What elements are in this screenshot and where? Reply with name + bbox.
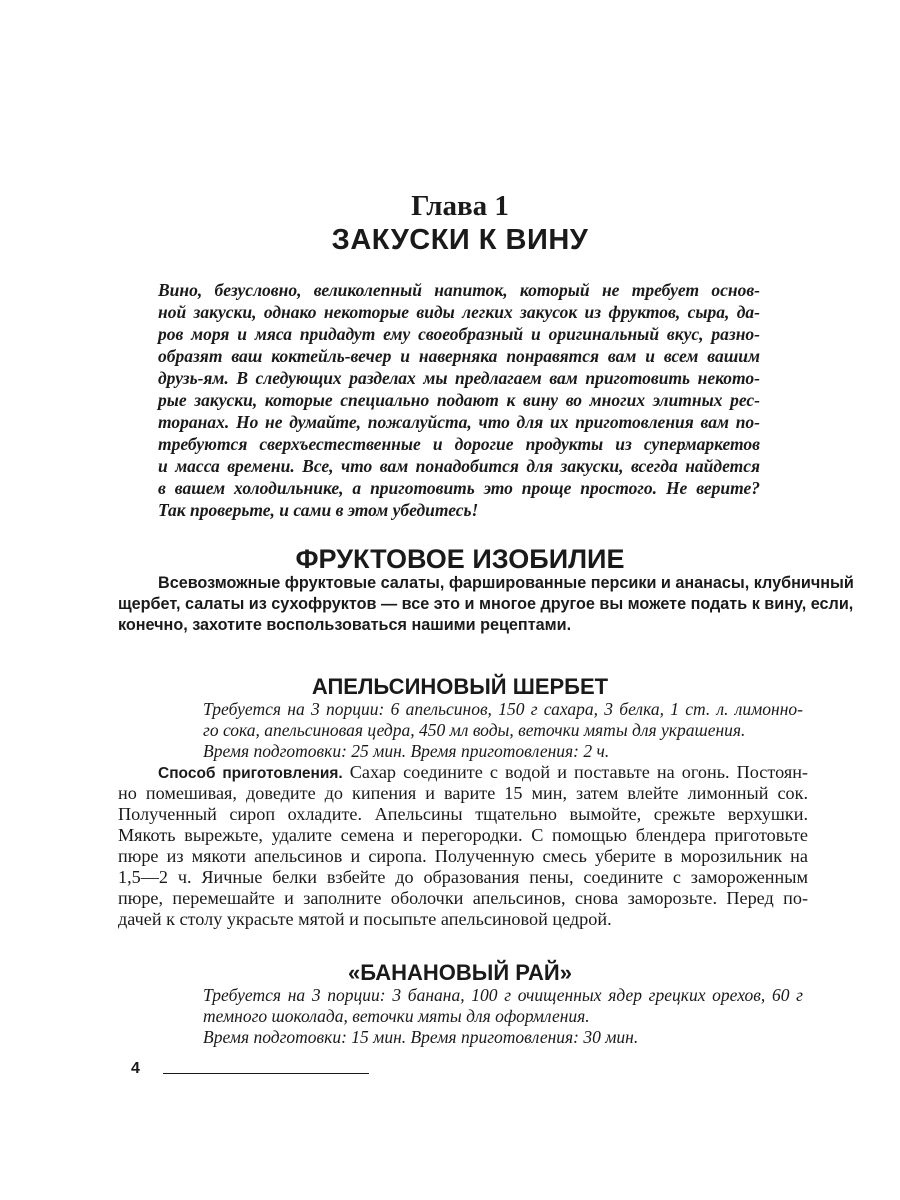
intro-line: ров моря и мяса придадут ему своеобразный и оригинальный вкус, разно- — [158, 324, 760, 344]
intro-line: рые закуски, которые специально подают к вину во многих элитных рес- — [158, 390, 760, 410]
method-line: пюре из мякоти апельсинов и сиропа. Полученную смесь уберите в морозильник на — [118, 846, 808, 866]
method-line: но помешивая, доведите до кипения и варите 15 мин, затем влейте лимонный сок. — [118, 783, 808, 803]
ingredient-line: Требуется на 3 порции: 6 апельсинов, 150 г сахара, 3 белка, 1 ст. л. лимонно- — [203, 699, 803, 719]
ingredient-line: темного шоколада, веточки мяты для оформления. — [203, 1006, 590, 1026]
footer-rule — [163, 1073, 369, 1074]
ingredient-line: Время подготовки: 15 мин. Время приготовления: 30 мин. — [203, 1027, 639, 1047]
method-line: 1,5—2 ч. Яичные белки взбейте до образования пены, соедините с замороженным — [118, 867, 808, 887]
ingredient-line: го сока, апельсиновая цедра, 450 мл воды, веточки мяты для украшения. — [203, 720, 746, 740]
intro-line: Так проверьте, и сами в этом убедитесь! — [158, 500, 479, 520]
chapter-title: ЗАКУСКИ К ВИНУ — [331, 224, 589, 256]
method-line — [158, 762, 808, 783]
intro-line: торанах. Но не думайте, пожалуйста, что для их приготовления вам по- — [158, 412, 760, 432]
intro-line: и масса времени. Все, что вам понадобится для закуски, всегда найдется — [158, 456, 760, 476]
page-number: 4 — [131, 1060, 140, 1077]
ingredient-line: Требуется на 3 порции: 3 банана, 100 г очищенных ядер грецких орехов, 60 г — [203, 985, 803, 1005]
method-label: Способ приготовления. — [158, 765, 343, 782]
lead-line: конечно, захотите воспользоваться нашими рецептами. — [118, 616, 572, 634]
method-line: Полученный сироп охладите. Апельсины тщательно вымойте, срежьте верхушки. — [118, 804, 808, 824]
intro-line: Вино, безусловно, великолепный напиток, который не требует основ- — [158, 280, 760, 300]
intro-line: ной закуски, однако некоторые виды легких закусок из фруктов, сыра, да- — [158, 302, 760, 322]
intro-line: образят ваш коктейль-вечер и наверняка понравятся вам и всем вашим — [158, 346, 760, 366]
lead-line: Всевозможные фруктовые салаты, фаршированные персики и ананасы, клубничный — [158, 574, 854, 592]
method-text: Сахар соедините с водой и поставьте на огонь. Постоян- — [342, 762, 808, 782]
ingredient-line: Время подготовки: 25 мин. Время приготовления: 2 ч. — [203, 741, 610, 761]
method-line: дачей к столу украсьте мятой и посыпьте апельсиновой цедрой. — [118, 909, 612, 929]
intro-line: требуются сверхъестественные и дорогие продукты из супермаркетов — [158, 434, 760, 454]
method-line: Мякоть вырежьте, удалите семена и перегородки. С помощью блендера приготовьте — [118, 825, 808, 845]
method-line: пюре, перемешайте и заполните оболочки апельсинов, снова заморозьте. Перед по- — [118, 888, 808, 908]
lead-line: щербет, салаты из сухофруктов — все это и многое другое вы можете подать к вину, если, — [118, 595, 854, 613]
recipe-title: АПЕЛЬСИНОВЫЙ ШЕРБЕТ — [311, 674, 609, 699]
intro-line: друзь-ям. В следующих разделах мы предлагаем вам приготовить некото- — [158, 368, 760, 388]
recipe-title: «БАНАНОВЫЙ РАЙ» — [348, 960, 572, 985]
intro-line: в вашем холодильнике, а приготовить это проще простого. Не верите? — [158, 478, 760, 498]
section-title: ФРУКТОВОЕ ИЗОБИЛИЕ — [295, 544, 625, 574]
chapter-number: Глава 1 — [411, 190, 509, 222]
